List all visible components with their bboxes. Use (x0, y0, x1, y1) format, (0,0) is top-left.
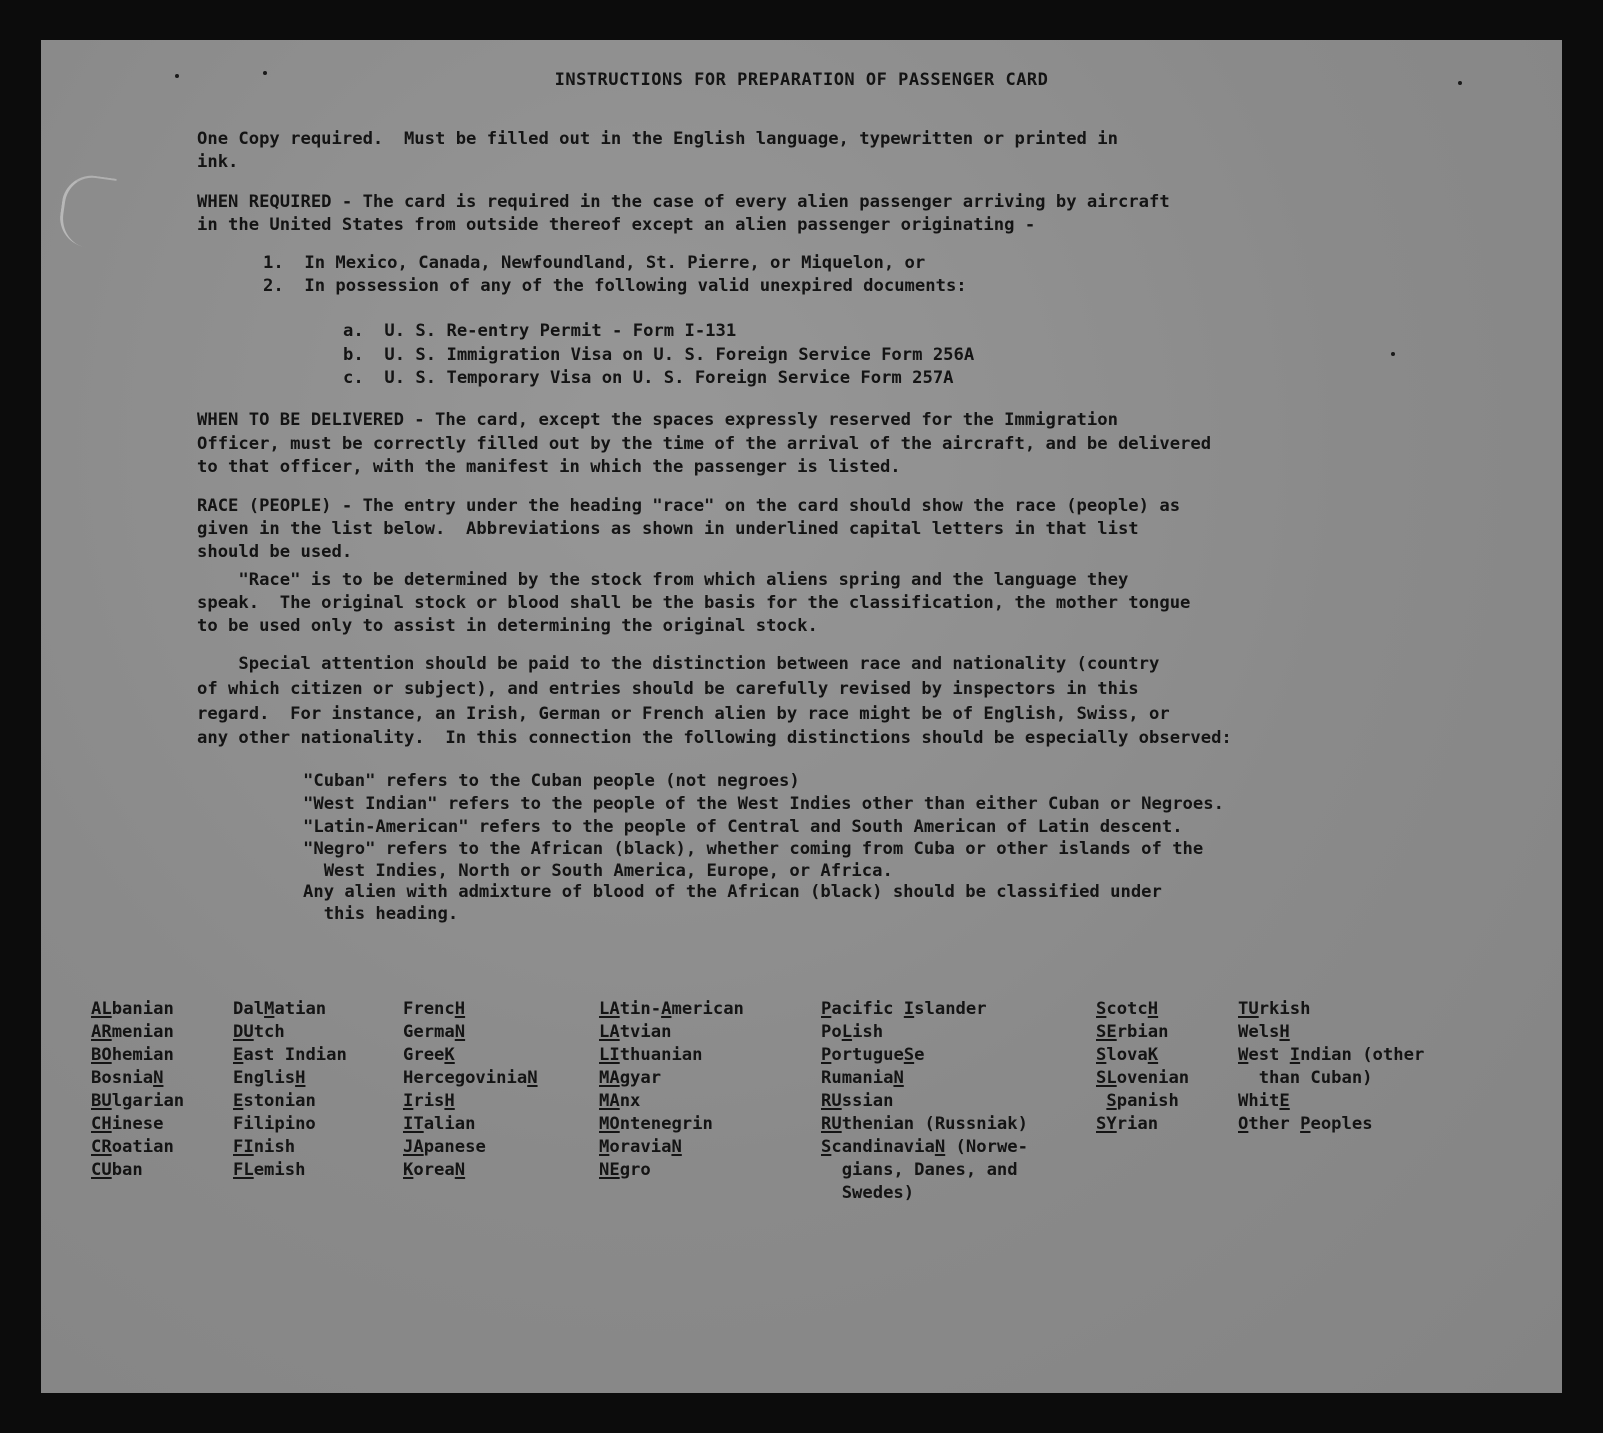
race-entry (821, 1090, 1028, 1113)
race-abbreviation: N (934, 1137, 946, 1157)
race-abbreviation: S (821, 1137, 832, 1157)
race-text: ntenegrin (619, 1114, 713, 1134)
race-text: gyar (619, 1068, 662, 1088)
race-entry (91, 1090, 184, 1113)
race-abbreviation: P (821, 1045, 832, 1065)
race-column-4 (599, 998, 744, 1182)
race-entry (91, 998, 184, 1021)
race-entry (233, 998, 347, 1021)
race-abbreviation: H (444, 1091, 455, 1111)
when-required-line: in the United States from outside thereof except an alien passenger originating - (197, 215, 1036, 235)
race-text: Filipino (233, 1114, 316, 1134)
race-text: Swedes) (821, 1183, 915, 1203)
race-intro-line: given in the list below. Abbreviations as shown in underlined capital letters in that list (197, 519, 1139, 539)
race-entry (403, 1113, 538, 1136)
race-text: ther (1248, 1114, 1301, 1134)
race-text: Englis (233, 1068, 296, 1088)
race-text: alian (423, 1114, 476, 1134)
race-entry (403, 1090, 538, 1113)
race-entry (91, 1113, 184, 1136)
document-page (41, 40, 1562, 1393)
race-abbreviation: MA (599, 1091, 620, 1111)
race-text: panish (1116, 1091, 1179, 1111)
race-text: oravia (609, 1137, 672, 1157)
race-abbreviation: H (454, 999, 466, 1019)
distinction-line: "Negro" refers to the African (black), whether coming from Cuba or other islands of the (303, 839, 1204, 859)
race-entry (1238, 1044, 1424, 1067)
race-abbreviation: BO (91, 1045, 112, 1065)
race-text: Germa (403, 1022, 455, 1042)
race-entry (599, 1136, 744, 1159)
race-text: ndian (other (1300, 1045, 1425, 1065)
race-text: ovenian (1116, 1068, 1190, 1088)
race-abbreviation: N (527, 1068, 538, 1088)
race-entry (233, 1090, 347, 1113)
race-entry (821, 1113, 1028, 1136)
race-entry (821, 1136, 1028, 1159)
race-text: nish (253, 1137, 296, 1157)
race-entry (821, 1067, 1028, 1090)
race-text: eoples (1310, 1114, 1373, 1134)
race-text: tin- (619, 999, 662, 1019)
race-entry (403, 1067, 538, 1090)
race-text: (Norwe- (945, 1137, 1028, 1157)
race-abbreviation: L (841, 1022, 853, 1042)
race-text: Frenc (403, 999, 455, 1019)
race-abbreviation: SL (1096, 1068, 1117, 1088)
race-entry (599, 1021, 744, 1044)
document-item: c. U. S. Temporary Visa on U. S. Foreign Service Form 257A (343, 368, 954, 388)
race-text: rkish (1258, 999, 1311, 1019)
race-entry (1238, 1067, 1424, 1090)
race-text: Wels (1238, 1022, 1280, 1042)
race-entry (599, 1113, 744, 1136)
race-entry (821, 1044, 1028, 1067)
race-stock-line: speak. The original stock or blood shall be the basis for the classification, the mother tongue (197, 593, 1191, 613)
race-column-2 (233, 998, 347, 1182)
race-abbreviation: M (264, 999, 275, 1019)
race-text: Gree (403, 1045, 445, 1065)
race-entry (599, 1090, 744, 1113)
race-entry (403, 998, 538, 1021)
race-entry (599, 998, 744, 1021)
special-attention-line: of which citizen or subject), and entries should be carefully revised by inspectors in this (197, 679, 1139, 699)
race-abbreviation: O (1238, 1114, 1249, 1134)
race-text: ast Indian (243, 1045, 347, 1065)
race-abbreviation: K (1147, 1045, 1159, 1065)
race-entry (821, 1159, 1028, 1182)
race-abbreviation: P (821, 999, 832, 1019)
race-abbreviation: H (1279, 1022, 1290, 1042)
exception-item: 1. In Mexico, Canada, Newfoundland, St. Pierre, or Miquelon, or (263, 253, 926, 273)
speck (1391, 352, 1395, 356)
race-entry (1238, 998, 1424, 1021)
exception-item: 2. In possession of any of the following valid unexpired documents: (263, 276, 967, 296)
race-abbreviation: LA (599, 1022, 620, 1042)
race-text: tvian (619, 1022, 672, 1042)
race-text: rian (1116, 1114, 1159, 1134)
race-entry (403, 1021, 538, 1044)
race-abbreviation: MO (599, 1114, 620, 1134)
race-column-6 (1096, 998, 1189, 1136)
race-abbreviation: NE (599, 1160, 620, 1180)
race-text: merican (671, 999, 744, 1019)
race-entry (233, 1136, 347, 1159)
race-abbreviation: S (1106, 1091, 1117, 1111)
race-abbreviation: W (1238, 1045, 1249, 1065)
race-entry (91, 1159, 184, 1182)
race-abbreviation: RU (821, 1091, 842, 1111)
race-entry (1238, 1090, 1424, 1113)
race-entry (1238, 1113, 1424, 1136)
distinction-line: this heading. (303, 904, 459, 924)
race-text: Dal (233, 999, 265, 1019)
race-text: Whit (1238, 1091, 1280, 1111)
race-entry (1096, 1067, 1189, 1090)
race-intro-line: RACE (PEOPLE) - The entry under the heading "race" on the card should show the race (people) as (197, 496, 1181, 516)
race-entry (1096, 998, 1189, 1021)
intro-line: ink. (197, 152, 239, 172)
race-entry (403, 1159, 538, 1182)
page-title: INSTRUCTIONS FOR PREPARATION OF PASSENGER CARD (554, 70, 1049, 90)
race-abbreviation: JA (403, 1137, 424, 1157)
race-text: slander (914, 999, 987, 1019)
race-entry (403, 1136, 538, 1159)
race-text: acific (831, 999, 904, 1019)
race-entry (1096, 1044, 1189, 1067)
intro-line: One Copy required. Must be filled out in the English language, typewritten or printed in (197, 129, 1118, 149)
race-entry (821, 998, 1028, 1021)
when-delivered-line: WHEN TO BE DELIVERED - The card, except the spaces expressly reserved for the Immigration (197, 410, 1118, 430)
race-text: Rumania (821, 1068, 894, 1088)
distinction-line: "Cuban" refers to the Cuban people (not negroes) (303, 771, 800, 791)
race-abbreviation: N (454, 1160, 466, 1180)
race-abbreviation: CH (91, 1114, 112, 1134)
race-text: tch (253, 1022, 285, 1042)
race-entry (821, 1182, 1028, 1205)
race-text: panese (423, 1137, 486, 1157)
race-abbreviation: CU (91, 1160, 112, 1180)
race-entry (599, 1044, 744, 1067)
race-abbreviation: P (1300, 1114, 1311, 1134)
race-text: thuanian (619, 1045, 703, 1065)
race-entry (233, 1044, 347, 1067)
race-entry (1096, 1090, 1189, 1113)
race-text: emish (253, 1160, 306, 1180)
race-abbreviation: E (1279, 1091, 1290, 1111)
race-text: Bosnia (91, 1068, 154, 1088)
document-item: a. U. S. Re-entry Permit - Form I-131 (343, 321, 737, 341)
race-entry (1238, 1021, 1424, 1044)
race-abbreviation: IT (403, 1114, 424, 1134)
race-text: menian (111, 1022, 174, 1042)
race-abbreviation: N (893, 1068, 904, 1088)
race-abbreviation: H (295, 1068, 306, 1088)
race-entry (403, 1044, 538, 1067)
race-abbreviation: SY (1096, 1114, 1117, 1134)
race-abbreviation: A (661, 999, 672, 1019)
race-abbreviation: DU (233, 1022, 254, 1042)
special-attention-line: regard. For instance, an Irish, German or French alien by race might be of English, Swiss, or (197, 704, 1170, 724)
race-abbreviation: I (1289, 1045, 1301, 1065)
race-text: cotc (1106, 999, 1148, 1019)
race-entry (91, 1021, 184, 1044)
race-abbreviation: M (599, 1137, 610, 1157)
race-abbreviation: K (403, 1160, 414, 1180)
race-abbreviation: S (1096, 999, 1107, 1019)
race-abbreviation: N (671, 1137, 682, 1157)
race-abbreviation: AR (91, 1022, 112, 1042)
race-text: ssian (841, 1091, 894, 1111)
race-text: nx (619, 1091, 641, 1111)
special-attention-line: any other nationality. In this connection the following distinctions should be especially observed: (197, 728, 1232, 748)
race-abbreviation: E (233, 1045, 244, 1065)
race-column-5 (821, 998, 1028, 1205)
race-text: ris (413, 1091, 445, 1111)
race-text: e (914, 1045, 925, 1065)
race-entry (91, 1136, 184, 1159)
race-abbreviation: TU (1238, 999, 1259, 1019)
when-delivered-line: Officer, must be correctly filled out by the time of the arrival of the aircraft, and be delivered (197, 434, 1212, 454)
race-text: candinavia (831, 1137, 935, 1157)
race-entry (91, 1067, 184, 1090)
race-text: stonian (243, 1091, 316, 1111)
race-entry (91, 1044, 184, 1067)
race-abbreviation: S (903, 1045, 915, 1065)
race-abbreviation: N (454, 1022, 466, 1042)
race-text: rbian (1116, 1022, 1169, 1042)
when-required-line: WHEN REQUIRED - The card is required in the case of every alien passenger arriving by aircraft (197, 192, 1170, 212)
race-abbreviation: RU (821, 1114, 842, 1134)
race-entry (1096, 1113, 1189, 1136)
distinction-line: West Indies, North or South America, Europe, or Africa. (303, 861, 893, 881)
special-attention-line: Special attention should be paid to the distinction between race and nationality (country (197, 654, 1160, 674)
race-abbreviation: I (903, 999, 915, 1019)
race-abbreviation: LA (599, 999, 620, 1019)
race-abbreviation: AL (91, 999, 112, 1019)
race-text: Hercegovinia (403, 1068, 528, 1088)
race-abbreviation: E (233, 1091, 244, 1111)
race-abbreviation: S (1096, 1045, 1107, 1065)
document-item: b. U. S. Immigration Visa on U. S. Foreign Service Form 256A (343, 345, 975, 365)
race-text: lgarian (111, 1091, 185, 1111)
race-abbreviation: MA (599, 1068, 620, 1088)
race-text: thenian (Russniak) (841, 1114, 1028, 1134)
race-column-7 (1238, 998, 1424, 1136)
race-abbreviation: I (403, 1091, 414, 1111)
race-abbreviation: K (444, 1045, 455, 1065)
race-text: atian (274, 999, 327, 1019)
race-abbreviation: CR (91, 1137, 112, 1157)
race-entry (233, 1159, 347, 1182)
race-text: inese (111, 1114, 164, 1134)
race-text (1096, 1091, 1106, 1111)
distinction-line: "West Indian" refers to the people of the West Indies other than either Cuban or Negroes. (303, 794, 1224, 814)
race-column-3 (403, 998, 538, 1182)
race-entry (1096, 1021, 1189, 1044)
race-text: est (1248, 1045, 1290, 1065)
race-text: oatian (111, 1137, 174, 1157)
race-column-1 (91, 998, 184, 1182)
race-entry (599, 1067, 744, 1090)
race-abbreviation: H (1147, 999, 1159, 1019)
race-abbreviation: N (153, 1068, 164, 1088)
race-stock-line: "Race" is to be determined by the stock from which aliens spring and the language they (197, 570, 1129, 590)
pencil-mark (56, 172, 117, 250)
when-delivered-line: to that officer, with the manifest in which the passenger is listed. (197, 457, 901, 477)
race-abbreviation: LI (599, 1045, 620, 1065)
distinction-line: Any alien with admixture of blood of the African (black) should be classified under (303, 882, 1162, 902)
race-text: ortugue (831, 1045, 904, 1065)
race-entry (821, 1021, 1028, 1044)
race-text: than Cuban) (1238, 1068, 1373, 1088)
race-abbreviation: BU (91, 1091, 112, 1111)
race-text: gro (619, 1160, 651, 1180)
race-abbreviation: FL (233, 1160, 254, 1180)
race-entry (599, 1159, 744, 1182)
race-entry (233, 1067, 347, 1090)
race-text: banian (111, 999, 174, 1019)
race-abbreviation: FI (233, 1137, 254, 1157)
race-text: gians, Danes, and (821, 1160, 1018, 1180)
race-stock-line: to be used only to assist in determining the original stock. (197, 616, 818, 636)
race-text: Po (821, 1022, 842, 1042)
race-text: ish (852, 1022, 884, 1042)
race-text: hemian (111, 1045, 174, 1065)
race-text: orea (413, 1160, 455, 1180)
distinction-line: "Latin-American" refers to the people of Central and South American of Latin descent. (303, 817, 1183, 837)
race-intro-line: should be used. (197, 542, 353, 562)
race-text: lova (1106, 1045, 1148, 1065)
race-entry (233, 1113, 347, 1136)
race-abbreviation: SE (1096, 1022, 1117, 1042)
race-entry (233, 1021, 347, 1044)
race-text: ban (111, 1160, 143, 1180)
